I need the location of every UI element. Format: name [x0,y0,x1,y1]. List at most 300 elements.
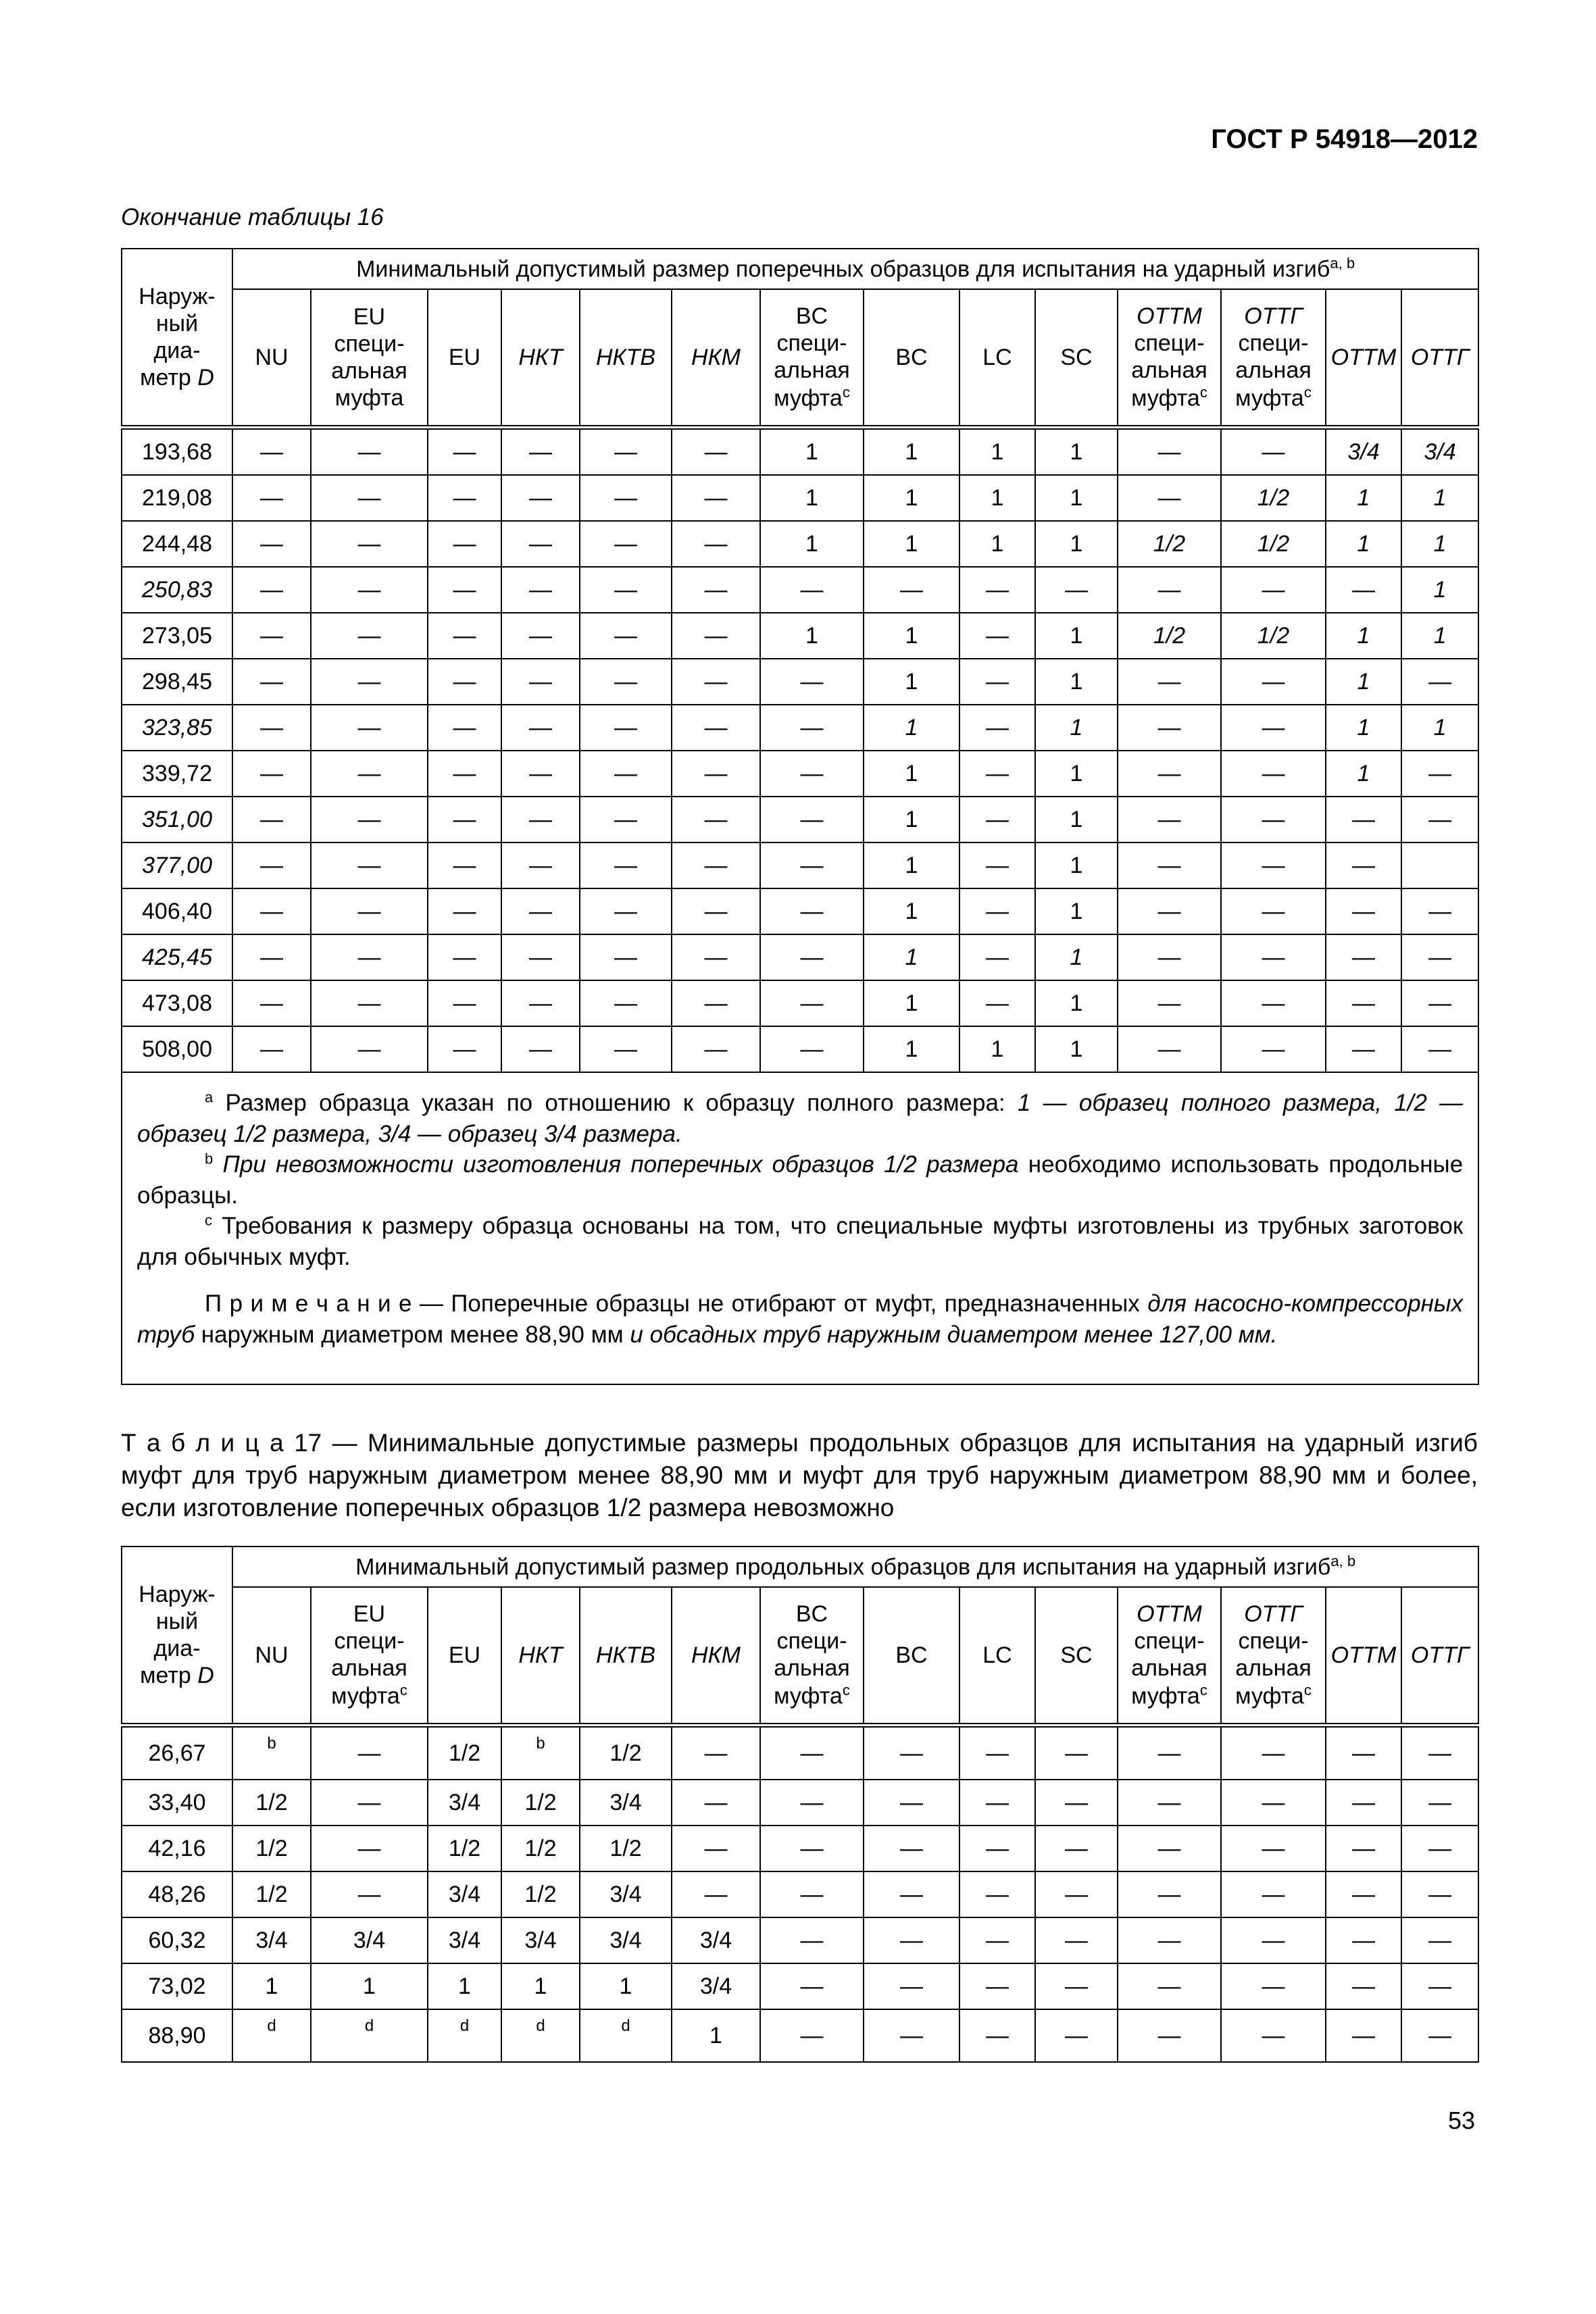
value-cell: 3/4 [428,1871,501,1917]
table-row [122,659,1478,705]
value-cell: 3/4 [580,1871,672,1917]
value-cell: — [1118,888,1221,934]
value-cell: — [428,888,501,934]
value-cell: d [428,2009,501,2062]
column-header-label: SC [1060,344,1093,370]
value-cell: — [672,659,760,705]
value-cell: — [428,705,501,751]
value-cell: — [1118,1780,1221,1826]
value-cell: — [1326,797,1401,842]
column-header-label: НКТ [518,344,563,370]
value-cell: — [959,797,1035,842]
diameter-cell: 377,00 [122,842,232,888]
table-note [137,1288,1463,1350]
value-cell: — [959,980,1035,1026]
value-cell: 3/4 [311,1917,428,1963]
value-cell: — [232,659,311,705]
value-cell: — [959,705,1035,751]
value-cell: — [232,705,311,751]
note-label: П р и м е ч а н и е [205,1290,412,1317]
value-cell: 1/2 [232,1780,311,1826]
value-cell: — [1401,2009,1478,2062]
value-cell: 1 [1326,475,1401,521]
diameter-cell: 193,68 [122,428,232,476]
value-cell: — [1401,1780,1478,1826]
table-row [122,980,1478,1026]
column-header [959,289,1035,428]
value-cell: — [501,428,580,476]
diameter-cell: 508,00 [122,1026,232,1072]
value-cell: — [1221,1026,1326,1072]
value-cell: b [232,1726,311,1780]
value-cell: — [232,888,311,934]
value-cell: — [672,1726,760,1780]
value-cell: 1 [1326,705,1401,751]
value-cell: — [959,2009,1035,2062]
value-cell: — [864,1780,959,1826]
value-cell: — [760,751,864,797]
value-cell [1401,842,1478,888]
value-cell: — [1221,1826,1326,1871]
column-header-sup: c [842,384,850,401]
value-cell: 1 [1035,705,1118,751]
value-cell: — [311,934,428,980]
value-cell: — [428,521,501,567]
value-cell: 1 [1035,934,1118,980]
value-cell: — [1401,659,1478,705]
value-cell: — [760,1963,864,2009]
column-header-label: EU специ- альная муфта [331,303,407,411]
column-header-label: ОТТМ специ- альная муфта [1131,303,1207,411]
value-cell: — [1401,797,1478,842]
value-cell: 1 [1035,475,1118,521]
column-header-label: SC [1060,1642,1093,1668]
column-header-label: BC [895,1642,928,1668]
diameter-cell: 273,05 [122,613,232,659]
value-cell: — [580,751,672,797]
value-cell: — [1035,1726,1118,1780]
value-cell: — [959,1917,1035,1963]
value-cell: — [501,613,580,659]
value-cell: — [428,980,501,1026]
column-header-label: BC специ- альная муфта [774,1601,850,1709]
column-header [864,1587,959,1726]
value-cell: — [232,428,311,476]
value-cell: 1 [1035,521,1118,567]
page-number: 53 [1448,2107,1476,2134]
value-cell: — [864,1963,959,2009]
value-cell: 1 [232,1963,311,2009]
value-cell: — [1221,980,1326,1026]
value-cell: 1/2 [501,1826,580,1871]
value-cell: 1/2 [1221,613,1326,659]
value-cell: 1 [1326,613,1401,659]
value-cell: 1 [1326,751,1401,797]
value-cell: — [1326,1826,1401,1871]
value-cell: 1/2 [428,1826,501,1871]
value-cell: — [1401,980,1478,1026]
value-cell: — [428,567,501,613]
value-cell: — [959,613,1035,659]
value-cell: 1 [1401,613,1478,659]
value-cell: 3/4 [428,1780,501,1826]
value-cell: — [672,980,760,1026]
table-row [122,2009,1478,2062]
column-header [1118,289,1221,428]
column-header [1221,1587,1326,1726]
value-cell: d [311,2009,428,2062]
column-header-label: ОТТГ специ- альная муфта [1235,1601,1312,1709]
value-cell: — [428,475,501,521]
value-cell: — [672,751,760,797]
value-cell: — [1401,1726,1478,1780]
value-cell: — [1401,934,1478,980]
value-cell: — [428,428,501,476]
value-cell: — [501,797,580,842]
value-cell: d [232,2009,311,2062]
value-cell: — [672,888,760,934]
value-cell: — [311,1726,428,1780]
value-cell: — [501,842,580,888]
value-cell: — [1221,1780,1326,1826]
value-cell: — [1118,751,1221,797]
value-cell: — [672,613,760,659]
value-cell: — [760,1871,864,1917]
value-cell: — [1118,1026,1221,1072]
column-header-label: ОТТГ [1410,344,1470,370]
column-header-label: EU [448,344,481,370]
value-cell: — [760,1917,864,1963]
value-cell: — [232,934,311,980]
value-cell: — [864,2009,959,2062]
value-cell: — [232,613,311,659]
column-header-label: НКТ [518,1642,563,1668]
value-cell: — [760,1780,864,1826]
diameter-header-text: Наруж- ный диа- метр D [139,1581,216,1689]
table-row [122,797,1478,842]
value-cell: 1 [760,475,864,521]
value-cell: — [1401,888,1478,934]
value-cell: — [232,1026,311,1072]
column-header [672,1587,760,1726]
value-cell: — [428,1026,501,1072]
value-cell: — [1221,1871,1326,1917]
value-cell: — [1035,1871,1118,1917]
value-cell: d [580,2009,672,2062]
value-cell: 1 [1035,888,1118,934]
value-cell: 1/2 [501,1871,580,1917]
value-cell: 1 [864,428,959,476]
diameter-cell: 73,02 [122,1963,232,2009]
value-cell: 1 [1035,613,1118,659]
value-cell: 1 [1035,797,1118,842]
value-cell: — [1221,888,1326,934]
value-cell: — [1118,1871,1221,1917]
value-cell: — [1221,705,1326,751]
value-cell: — [1401,1826,1478,1871]
table-17-caption: Т а б л и ц а 17 — Минимальные допустимые размеры продольных образцов для испытания на ударный изгиб муфт для труб наружным диаметром менее 88,90 мм и муфт для труб наружным диаметром 88,90 мм и более, если изготовление поперечных образцов 1/2 размера невозможно [121,1429,1478,1522]
value-cell: — [760,2009,864,2062]
value-cell: — [501,888,580,934]
value-cell: — [501,705,580,751]
group-header-text: Минимальный допустимый размер поперечных образцов для испытания на ударный изгиб [356,256,1330,282]
value-cell: — [1118,842,1221,888]
column-header-label: NU [255,1642,289,1668]
value-cell: — [959,1826,1035,1871]
value-cell: — [1118,705,1221,751]
diameter-cell: 298,45 [122,659,232,705]
table-row [122,705,1478,751]
column-header-sup: c [1199,1682,1207,1699]
value-cell: — [1118,1826,1221,1871]
value-cell: 1/2 [1118,613,1221,659]
footnote-b-mark: b [205,1150,214,1167]
value-cell: 1 [760,428,864,476]
table-row [122,613,1478,659]
value-cell: — [760,980,864,1026]
column-header-label: LC [982,1642,1012,1668]
value-cell: — [1326,934,1401,980]
value-cell: — [580,842,672,888]
value-cell: — [428,934,501,980]
value-cell: — [1118,1963,1221,2009]
value-cell: — [501,934,580,980]
column-header [580,289,672,428]
table-row [122,521,1478,567]
value-cell: 1/2 [1221,475,1326,521]
value-cell: — [1118,934,1221,980]
column-header-sup: c [1303,1682,1312,1699]
column-header [1035,289,1118,428]
value-cell: — [311,705,428,751]
notes-row [122,1072,1478,1384]
value-cell: 1 [864,797,959,842]
diameter-cell: 250,83 [122,567,232,613]
value-cell: 1 [1326,521,1401,567]
value-cell: — [232,567,311,613]
table-row [122,475,1478,521]
value-cell: — [580,521,672,567]
column-header-label: EU специ- альная муфта [331,1601,407,1709]
value-cell: — [428,842,501,888]
diameter-header [122,249,232,428]
column-header-sup: c [842,1682,850,1699]
value-cell: 1 [864,751,959,797]
table-row [122,428,1478,476]
value-cell: 1 [1035,1026,1118,1072]
value-cell: 1 [1326,659,1401,705]
value-cell: 1/2 [580,1826,672,1871]
diameter-cell: 425,45 [122,934,232,980]
diameter-cell: 244,48 [122,521,232,567]
footnote-b-italic: При невозможности изготовления поперечных образцов 1/2 размера [222,1151,1019,1178]
value-cell: — [959,1963,1035,2009]
value-cell: 1 [580,1963,672,2009]
group-header-sup: a, b [1330,1553,1356,1570]
footnote-c [137,1211,1463,1272]
footnote-b-text: необходимо использовать продольные образцы. [137,1151,1464,1209]
value-cell: — [1221,428,1326,476]
value-cell: — [428,751,501,797]
value-cell: 3/4 [580,1917,672,1963]
value-cell: — [1326,1917,1401,1963]
column-header [232,1587,311,1726]
value-cell: — [428,659,501,705]
value-cell: — [311,475,428,521]
table-row [122,934,1478,980]
value-cell: 1/2 [580,1726,672,1780]
value-cell: — [959,751,1035,797]
table-row [122,1726,1478,1780]
value-cell: — [1221,1963,1326,2009]
column-header-label: НКТВ [595,1642,656,1668]
value-cell: 1 [1401,475,1478,521]
value-cell: 1 [672,2009,760,2062]
table-row [122,567,1478,613]
value-cell: — [672,842,760,888]
diameter-cell: 473,08 [122,980,232,1026]
footnote-a-italic: 1 — образец полного размера, 1/2 — образец 1/2 размера, 3/4 — образец 3/4 размера. [137,1090,1464,1147]
value-cell: — [1221,751,1326,797]
value-cell: — [864,1871,959,1917]
value-cell: — [1221,659,1326,705]
column-header-label: BC [895,344,928,370]
table-row [122,888,1478,934]
value-cell: 1 [1035,751,1118,797]
note-text-1: — Поперечные образцы не отибрают от муфт, предназначенных [412,1290,1148,1317]
value-cell: 1/2 [232,1871,311,1917]
value-cell: — [1035,1826,1118,1871]
value-cell: — [428,613,501,659]
column-header [1221,289,1326,428]
diameter-cell: 33,40 [122,1780,232,1826]
value-cell: 3/4 [672,1963,760,2009]
column-header-sup: c [399,1682,407,1699]
column-header [501,289,580,428]
value-cell: — [501,567,580,613]
column-header-label: ОТТГ специ- альная муфта [1235,303,1312,411]
document-id-header: ГОСТ Р 54918—2012 [1211,124,1478,154]
value-cell: — [311,980,428,1026]
value-cell: — [1118,980,1221,1026]
value-cell: — [232,751,311,797]
value-cell: 1 [864,475,959,521]
value-cell: — [672,1826,760,1871]
value-cell: — [672,1026,760,1072]
value-cell: 1 [1401,567,1478,613]
column-header-label: ОТТМ специ- альная муфта [1131,1601,1207,1709]
header-row-group [122,249,1478,289]
footnote-a [137,1088,1463,1149]
value-cell: — [1118,1917,1221,1963]
column-header-label: ОТТМ [1330,1642,1397,1668]
value-cell: — [501,659,580,705]
table-row [122,1871,1478,1917]
header-row-columns [122,289,1478,428]
value-cell: — [311,659,428,705]
value-cell: — [1118,475,1221,521]
column-header [864,289,959,428]
value-cell: — [1221,842,1326,888]
column-header [1326,289,1401,428]
value-cell: — [311,797,428,842]
column-header [428,1587,501,1726]
value-cell: 1 [1035,842,1118,888]
value-cell: — [760,888,864,934]
group-header [232,249,1478,289]
diameter-cell: 323,85 [122,705,232,751]
value-cell: 3/4 [501,1917,580,1963]
value-cell: — [864,1726,959,1780]
value-cell: d [501,2009,580,2062]
column-header [501,1587,580,1726]
value-cell: — [760,705,864,751]
value-cell: 1 [1401,521,1478,567]
value-cell: — [311,428,428,476]
value-cell: — [1035,1780,1118,1826]
table-row [122,1963,1478,2009]
value-cell: — [672,797,760,842]
value-cell: — [1035,567,1118,613]
diameter-cell: 48,26 [122,1871,232,1917]
value-cell: — [311,567,428,613]
value-cell: — [1221,567,1326,613]
value-cell: — [672,1871,760,1917]
value-cell: — [1035,1963,1118,2009]
diameter-cell: 26,67 [122,1726,232,1780]
value-cell: — [580,659,672,705]
value-cell: 1 [864,842,959,888]
value-cell: 1 [760,521,864,567]
value-cell: — [1118,567,1221,613]
value-cell: 1 [1035,428,1118,476]
diameter-cell: 60,32 [122,1917,232,1963]
value-cell: — [672,475,760,521]
value-cell: 3/4 [428,1917,501,1963]
value-cell: — [760,659,864,705]
value-cell: — [1118,659,1221,705]
value-cell: — [1221,797,1326,842]
value-cell: 1 [864,659,959,705]
value-cell: — [1035,2009,1118,2062]
table-row [122,1826,1478,1871]
value-cell: 1/2 [501,1780,580,1826]
column-header-label: ОТТМ [1330,344,1397,370]
header-row-columns [122,1587,1478,1726]
value-cell: — [959,1780,1035,1826]
table-16-notes [122,1072,1478,1384]
column-header-label: ОТТГ [1410,1642,1470,1668]
diameter-cell: 339,72 [122,751,232,797]
table-17-body [122,1726,1478,2063]
table-17-header [122,1546,1478,1726]
group-header-text: Минимальный допустимый размер продольных образцов для испытания на ударный изгиб [355,1554,1331,1580]
value-cell: — [672,521,760,567]
value-cell: — [1221,1726,1326,1780]
table-16-continuation-label: Окончание таблицы 16 [121,204,384,230]
note-italic-2: и обсадных труб наружным диаметром менее 127,00 мм. [630,1321,1278,1348]
value-cell: — [1401,1871,1478,1917]
value-cell: — [311,1826,428,1871]
column-header-label: LC [982,344,1012,370]
value-cell: 1 [864,980,959,1026]
value-cell: — [760,842,864,888]
value-cell: 1 [959,521,1035,567]
value-cell: — [311,521,428,567]
value-cell: 1 [864,1026,959,1072]
table-row [122,1780,1478,1826]
value-cell: — [501,1026,580,1072]
